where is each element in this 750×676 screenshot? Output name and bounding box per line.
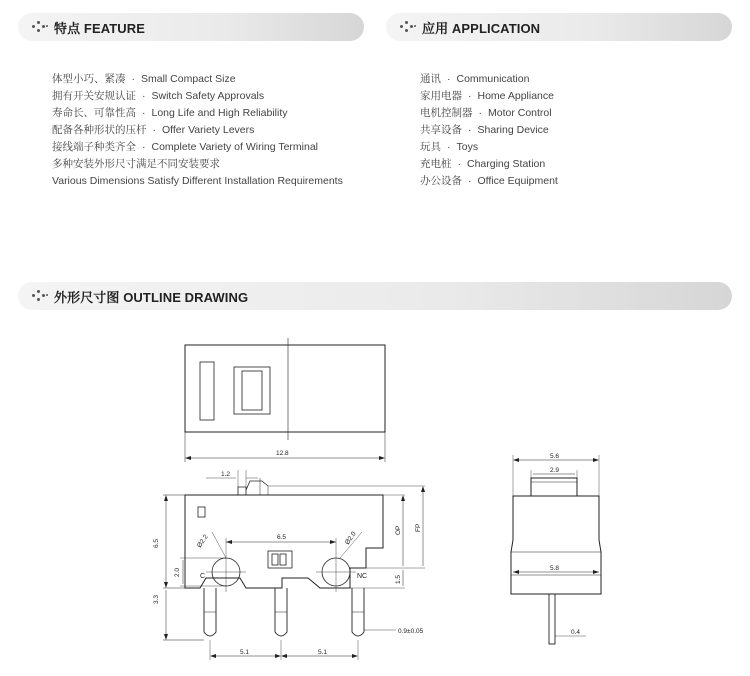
- dim-hole-height: 2.0: [174, 567, 181, 577]
- list-item: 接线端子种类齐全 · Complete Variety of Wiring Terminal: [52, 141, 319, 153]
- dim-base-offset: 1.5: [395, 574, 402, 584]
- side-view: [511, 455, 601, 644]
- feature-header: [18, 13, 364, 41]
- list-item: 玩具 · Toys: [420, 141, 479, 153]
- application-list: [420, 71, 558, 190]
- list-item: 通讯 · Communication: [420, 73, 530, 85]
- list-item: 体型小巧、紧凑 · Small Compact Size: [52, 73, 236, 85]
- dim-plunger-width: 2.9: [550, 467, 560, 474]
- dim-side-base-width: 5.8: [550, 565, 560, 572]
- dim-op: OP: [395, 525, 402, 535]
- dim-top-width: 12.8: [276, 450, 289, 457]
- dim-hole-right-dia: Ø2.0: [343, 530, 358, 547]
- dim-lever-offset: 1.2: [221, 471, 231, 478]
- application-title: 应用 APPLICATION: [422, 20, 541, 36]
- dim-hole-left-dia: Ø2.2: [195, 533, 210, 550]
- dots-icon: [400, 21, 416, 33]
- outline-title: 外形尺寸图 OUTLINE DRAWING: [54, 289, 249, 305]
- list-item: 家用电器 · Home Appliance: [420, 90, 554, 102]
- feature-list: [52, 71, 343, 190]
- label-nc: NC: [357, 573, 368, 580]
- dim-hole-spacing: 6.5: [277, 534, 287, 541]
- application-header: [386, 13, 732, 41]
- list-item: 配备各种形状的压杆 · Offer Variety Levers: [52, 124, 255, 136]
- front-view: [163, 470, 425, 660]
- dim-pin-spacing-left: 5.1: [240, 649, 250, 656]
- list-item: 电机控制器 · Motor Control: [420, 107, 552, 119]
- list-item: 共享设备 · Sharing Device: [420, 124, 549, 136]
- list-item: 充电桩 · Charging Station: [420, 158, 546, 170]
- dots-icon: [32, 21, 48, 33]
- dim-pin-width: 0.9±0.05: [398, 628, 424, 635]
- dim-fp: FP: [415, 523, 422, 532]
- list-item: 寿命长、可靠性高 · Long Life and High Reliability: [52, 107, 288, 119]
- dim-pin-thickness: 0.4: [571, 629, 581, 636]
- dim-side-width: 5.6: [550, 453, 560, 460]
- label-c: C: [200, 573, 206, 580]
- outline-header: [18, 282, 732, 310]
- list-item: 拥有开关安规认证 · Switch Safety Approvals: [52, 90, 265, 102]
- dim-terminal-length: 3.3: [153, 594, 160, 604]
- feature-title: 特点 FEATURE: [54, 20, 146, 36]
- dim-height: 6.5: [153, 538, 160, 548]
- list-item: Various Dimensions Satisfy Different Installation Requirements: [52, 175, 343, 187]
- dim-pin-spacing-right: 5.1: [318, 649, 328, 656]
- list-item: 办公设备 · Office Equipment: [420, 175, 558, 187]
- list-item: 多种安装外形尺寸满足不同安装要求: [52, 158, 220, 170]
- top-view: [185, 338, 385, 462]
- dots-icon: [32, 290, 48, 302]
